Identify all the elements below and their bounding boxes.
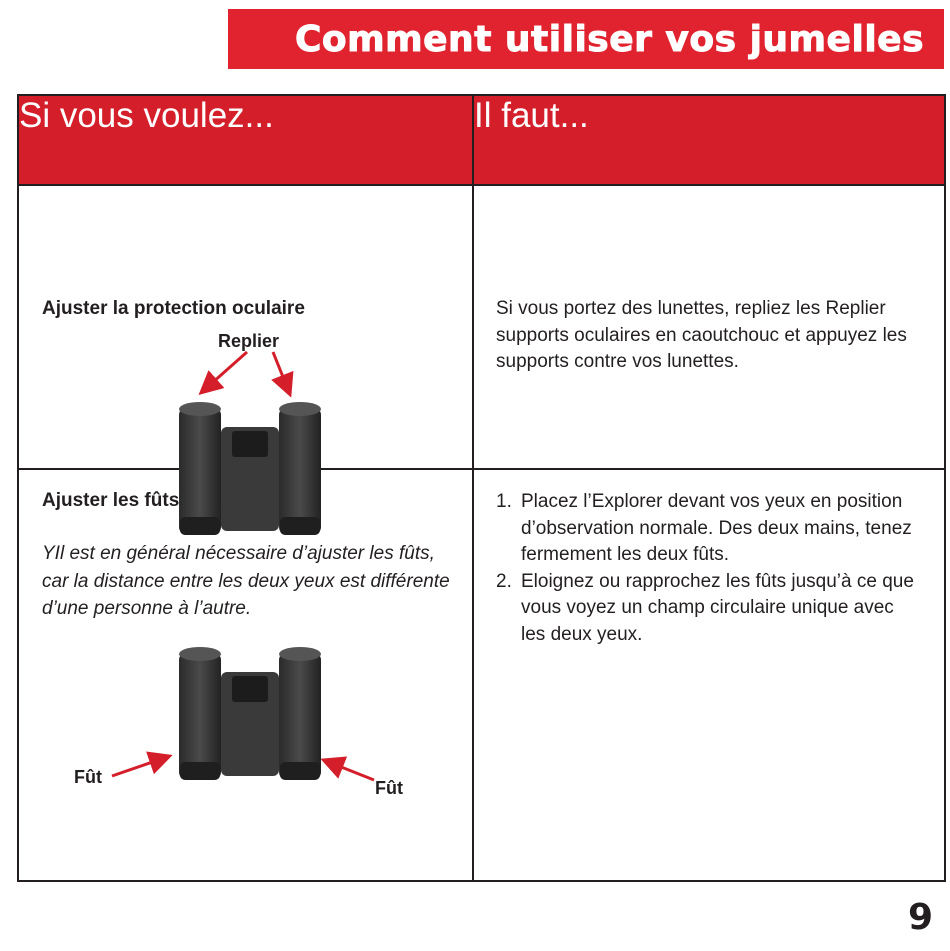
- table-header-row: [18, 95, 945, 185]
- binoculars-icon: [174, 644, 344, 784]
- callout-fut-right: Fût: [375, 778, 403, 798]
- row-label: Ajuster les fûts: [42, 490, 180, 511]
- step-number: 1.: [496, 491, 512, 512]
- row2-right-cell: [473, 469, 945, 881]
- table-row: [18, 469, 945, 881]
- list-item: [496, 569, 916, 649]
- row1-left-cell: [18, 185, 473, 469]
- step-text: Placez l’Explorer devant vos yeux en position d’observation normale. Des deux mains, tenez fermement les deux fûts.: [521, 491, 912, 565]
- row2-left-cell: [18, 469, 473, 881]
- list-item: [496, 489, 916, 569]
- row-label: Ajuster la protection oculaire: [42, 298, 305, 319]
- row1-right-cell: [473, 185, 945, 469]
- header-il-faut: Il faut...: [473, 95, 945, 185]
- row-note: YIl est en général nécessaire d’ajuster les fûts, car la distance entre les deux yeux est différente d’une personne à l’autre.: [42, 543, 450, 619]
- callout-replier: Replier: [218, 331, 280, 351]
- step-text: Eloignez ou rapprochez les fûts jusqu’à ce que vous voyez un champ circulaire unique avec les deux yeux.: [521, 570, 914, 645]
- instructions-table: [17, 94, 946, 882]
- step-number: 2.: [496, 570, 512, 592]
- page-title-banner: [228, 9, 944, 69]
- header-si-vous-voulez: Si vous voulez...: [18, 95, 473, 185]
- steps-list: [496, 489, 916, 648]
- callout-fut-left: Fût: [74, 767, 102, 787]
- page-title: Comment utiliser vos jumelles: [294, 18, 924, 60]
- table-row: [18, 185, 945, 469]
- page-number: 9: [908, 897, 934, 938]
- instructions-text: Si vous portez des lunettes, repliez les Replier supports oculaires en caoutchouc et appuyez les supports contre vos lunettes.: [496, 298, 907, 372]
